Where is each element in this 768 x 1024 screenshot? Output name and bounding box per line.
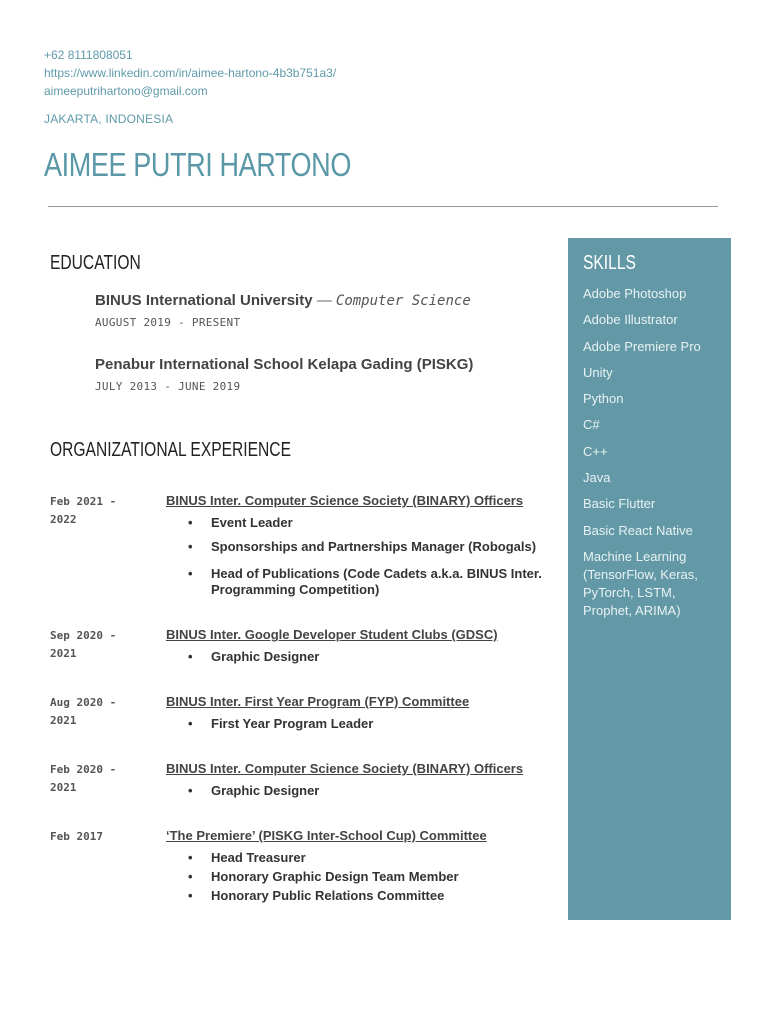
role-item: • Honorary Graphic Design Team Member (166, 869, 566, 885)
skill-item: Adobe Premiere Pro (583, 338, 701, 354)
role-list (166, 716, 566, 732)
role-item: • First Year Program Leader (166, 716, 566, 732)
role-list (166, 649, 566, 665)
experience-title[interactable]: ‘The Premiere’ (PISKG Inter-School Cup) Committee (166, 828, 487, 843)
header-divider (48, 206, 718, 207)
education-dates: AUGUST 2019 - PRESENT (95, 316, 241, 329)
skills-title: SKILLS (583, 252, 636, 274)
experience-title[interactable]: BINUS Inter. Computer Science Society (BINARY) Officers (166, 493, 524, 508)
degree: Computer Science (335, 293, 471, 309)
school-name: Penabur International School Kelapa Gading (PISKG) (95, 356, 474, 373)
school-name: BINUS International University (95, 292, 313, 309)
role-item: • Graphic Designer (166, 649, 566, 665)
role-item: • Head Treasurer (166, 850, 566, 866)
role-item: • Honorary Public Relations Committee (166, 888, 566, 904)
experience-title[interactable]: BINUS Inter. First Year Program (FYP) Committee (166, 694, 470, 709)
experience-title[interactable]: BINUS Inter. Computer Science Society (BINARY) Officers (166, 761, 524, 776)
location: JAKARTA, INDONESIA (44, 112, 174, 126)
experience-date: Aug 2020 - 2021 (50, 696, 117, 727)
skill-item: Python (583, 391, 624, 407)
linkedin-link[interactable]: https://www.linkedin.com/in/aimee-hartono-4b3b751a3/ (44, 66, 337, 80)
skill-item: Unity (583, 364, 613, 380)
role-list (166, 850, 566, 904)
skill-item: Basic Flutter (583, 496, 656, 512)
school-separator: — (312, 292, 336, 309)
contact-block (44, 46, 336, 100)
experience-date: Feb 2020 - 2021 (50, 763, 117, 794)
skill-item: Java (583, 470, 611, 486)
experience-date: Feb 2021 - 2022 (50, 495, 117, 526)
skill-item: C# (583, 417, 600, 433)
role-item: • Event Leader (166, 515, 566, 531)
experience-date: Feb 2017 (50, 830, 103, 843)
role-list (166, 783, 566, 799)
person-name: AIMEE PUTRI HARTONO (44, 146, 351, 183)
role-list (166, 515, 566, 598)
skills-list (583, 285, 723, 628)
education-item (95, 356, 473, 393)
phone-number: +62 8111808051 (44, 48, 133, 62)
organizational-experience-title: ORGANIZATIONAL EXPERIENCE (50, 439, 291, 461)
skill-item: Basic React Native (583, 522, 693, 538)
skill-item: Machine Learning (TensorFlow, Keras, PyTorch, LSTM, Prophet, ARIMA) (583, 548, 698, 618)
education-title: EDUCATION (50, 252, 141, 274)
email-address[interactable]: aimeeputrihartono@gmail.com (44, 84, 208, 98)
role-item: • Head of Publications (Code Cadets a.k.a. BINUS Inter. Programming Competition) (166, 566, 566, 598)
role-item: • Sponsorships and Partnerships Manager (Robogals) (166, 539, 566, 555)
experience-date: Sep 2020 - 2021 (50, 629, 117, 660)
role-item: • Graphic Designer (166, 783, 566, 799)
experience-title[interactable]: BINUS Inter. Google Developer Student Clubs (GDSC) (166, 627, 498, 642)
skills-sidebar (568, 238, 731, 920)
education-dates: JULY 2013 - JUNE 2019 (95, 380, 241, 393)
skill-item: Adobe Photoshop (583, 286, 687, 301)
skill-item: C++ (583, 443, 608, 459)
education-item (95, 292, 471, 329)
skill-item: Adobe Illustrator (583, 312, 678, 328)
